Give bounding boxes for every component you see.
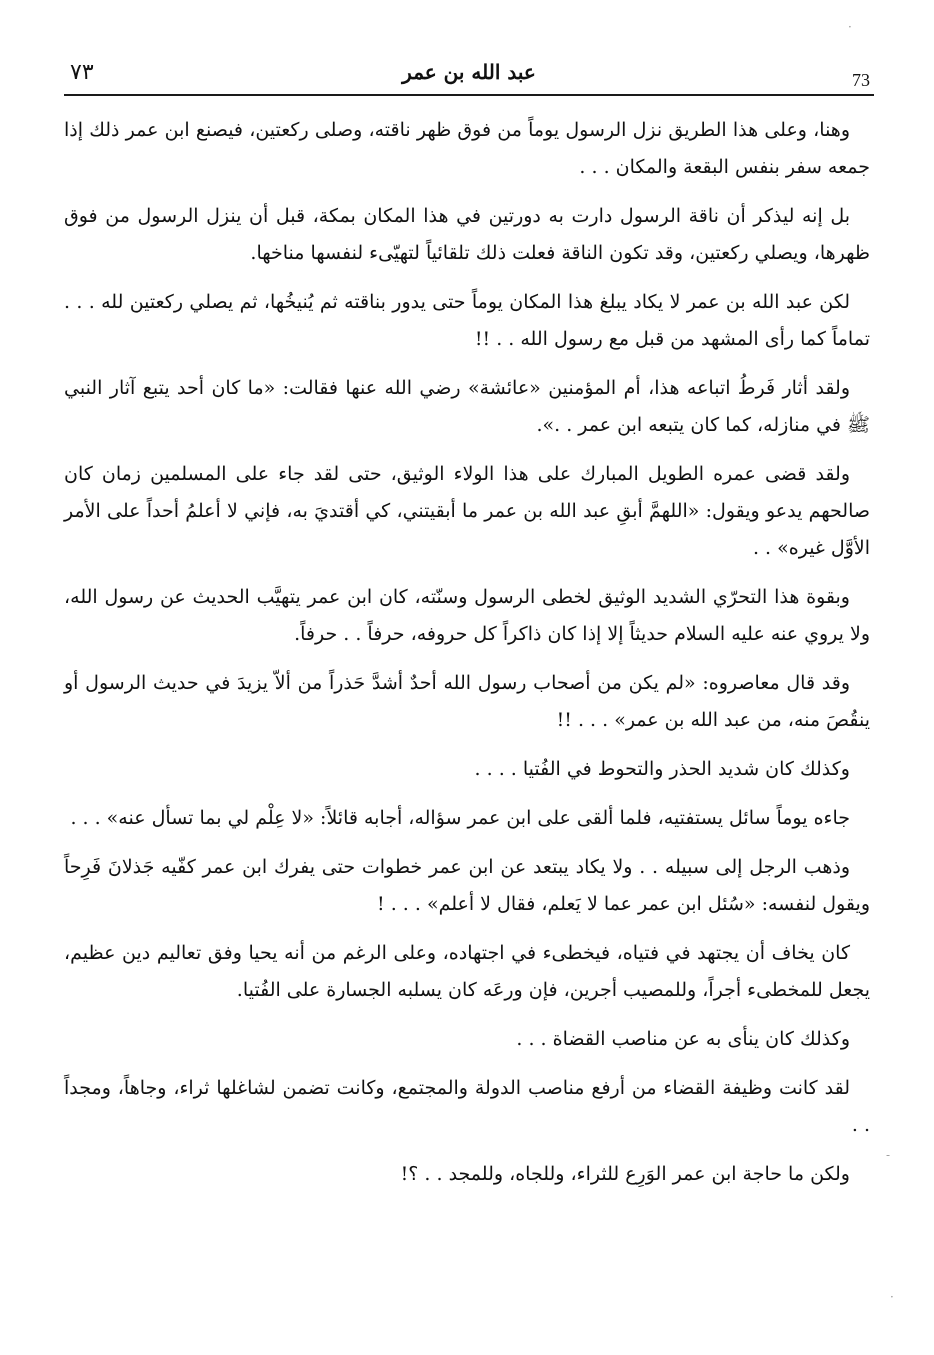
paragraph: لكن عبد الله بن عمر لا يكاد يبلغ هذا المكان يوماً حتى يدور بناقته ثم يُنيخُها، ثم يصلي ركعتين لله . . . تماماً كما رأى المشهد من قبل مع رسول الله . . !!	[64, 291, 870, 350]
paragraph: وبقوة هذا التحرّي الشديد الوثيق لخطى الرسول وسنّته، كان ابن عمر يتهيَّب الحديث عن رسول الله، ولا يروي عنه عليه السلام حديثاً إلا إذا كان ذاكراً كل حروفه، حرفاً . . حرفاً.	[64, 586, 870, 645]
paragraph: جاءه يوماً سائل يستفتيه، فلما ألقى على ابن عمر سؤاله، أجابه قائلاً: «لا عِلْم لي بما تسأل عنه» . . .	[70, 807, 850, 829]
scan-speck: -	[886, 1148, 891, 1162]
paragraph: وقد قال معاصروه: «لم يكن من أصحاب رسول الله أحدٌ أشدَّ حَذراً من ألاّ يزيدَ في حديث الرسول أو ينقُصَ منه، من عبد الله بن عمر» . . . !!	[64, 672, 870, 731]
page-number-latin: 73	[852, 70, 870, 90]
paragraph: ولقد أثار فَرطُ اتباعه هذا، أم المؤمنين «عائشة» رضي الله عنها فقالت: «ما كان أحد يتبع آثار النبي ﷺ في منازله، كما كان يتبعه ابن عمر . .».	[64, 377, 870, 436]
page-body	[64, 112, 870, 1205]
scan-speck: ·	[848, 20, 852, 34]
paragraph: وذهب الرجل إلى سبيله . . ولا يكاد يبتعد عن ابن عمر خطوات حتى يفرك ابن عمر كفّيه جَذلانَ فَرِحاً ويقول لنفسه: «سُئل ابن عمر عما لا يَعلم، فقال لا أعلم» . . . !	[64, 856, 870, 915]
paragraph: كان يخاف أن يجتهد في فتياه، فيخطىء في اجتهاده، وعلى الرغم من أنه يحيا وفق تعاليم دين عظيم، يجعل للمخطىء أجراً، وللمصيب أجرين، فإن ورعَه كان يسلبه الجسارة على الفُتيا.	[64, 942, 870, 1001]
paragraph: وكذلك كان ينأى به عن مناصب القضاة . . .	[516, 1028, 850, 1050]
paragraph: لقد كانت وظيفة القضاء من أرفع مناصب الدولة والمجتمع، وكانت تضمن لشاغلها ثراء، وجاهاً، ومجداً . .	[64, 1077, 870, 1136]
scan-speck: ·	[890, 1290, 894, 1304]
running-title: عبد الله بن عمر	[402, 60, 536, 84]
paragraph: وكذلك كان شديد الحذر والتحوط في الفُتيا . . . .	[474, 758, 850, 780]
paragraph: ولقد قضى عمره الطويل المبارك على هذا الولاء الوثيق، حتى لقد جاء على المسلمين زمان كان صالحهم يدعو ويقول: «اللهمَّ أبقِ عبد الله بن عمر ما أبقيتني، كي أقتديَ به، فإني لا أعلمُ أحداً على الأمر الأوَّل غيره» . .	[64, 463, 870, 559]
paragraph: بل إنه ليذكر أن ناقة الرسول دارت به دورتين في هذا المكان بمكة، قبل أن ينزل الرسول من فوق ظهرها، ويصلي ركعتين، وقد تكون الناقة فعلت ذلك تلقائياً لتهيّىء لنفسها مناخها.	[64, 205, 870, 264]
paragraph: وهنا، وعلى هذا الطريق نزل الرسول يوماً من فوق ظهر ناقته، وصلى ركعتين، فيصنع ابن عمر ذلك إذا جمعه سفر بنفس البقعة والمكان . . .	[64, 119, 870, 178]
paragraph: ولكن ما حاجة ابن عمر الوَرِع للثراء، وللجاه، وللمجد . . ؟!	[400, 1163, 850, 1185]
header-rule	[64, 94, 874, 96]
running-header	[64, 54, 874, 98]
page-number-arabic: ٧٣	[70, 60, 94, 85]
